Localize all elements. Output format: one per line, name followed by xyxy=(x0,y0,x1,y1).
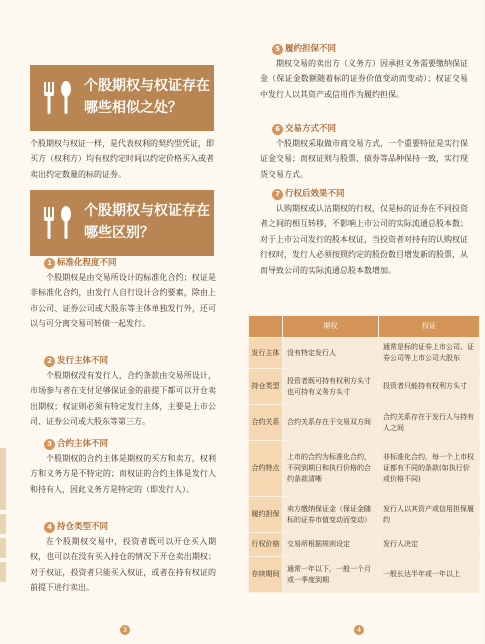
table-header-cell xyxy=(249,316,283,338)
table-header-cell: 期权 xyxy=(283,316,379,338)
number-badge: 1 xyxy=(44,258,55,269)
table-cell: 合约关系存在于交易双方间 xyxy=(283,405,379,441)
subheading-position-type xyxy=(44,521,108,533)
section-banner-differences xyxy=(30,190,214,256)
section-text: 在个股期权交易中，投资者既可以开仓买入期权，也可以在没有买入持仓的情况下开仓卖出期权；对于权证，投资者只能买入权证，或者在持有权证的前提下进行卖出。 xyxy=(30,537,216,593)
page-edge-tab xyxy=(0,562,6,582)
table-row xyxy=(249,557,480,593)
table-cell: 通常是标的证券上市公司、证券公司等上市公司大股东 xyxy=(379,338,480,369)
subheading-text: 持仓类型不同 xyxy=(57,522,109,532)
table-row xyxy=(249,369,480,405)
subheading-standardization xyxy=(44,257,117,269)
number-badge: 4 xyxy=(44,522,55,533)
page-number: 3 xyxy=(120,625,130,635)
section-text: 个股期权采取做市商交易方式，一个重要特征是实行保证金交易；而权证则与股票、债券等品种保持一致，实行现货交易方式。 xyxy=(260,139,468,179)
page-number: 4 xyxy=(354,625,364,635)
section-banner-similarities xyxy=(30,65,214,131)
section-text: 期权交易的卖出方（义务方）因承担义务需要缴纳保证金（保证金数额随着标的证券价值变动而变动）；权证交易中发行人以其资产或信用作为履约担保。 xyxy=(260,59,468,99)
subheading-trading-method xyxy=(272,123,336,135)
table-row xyxy=(249,405,480,441)
subheading-performance-guarantee xyxy=(272,43,336,55)
section-text: 认购期权或认沽期权的行权，仅是标的证券在不同投资者之间的相互转移，不影响上市公司的实际流通总股本数；对于上市公司发行的股本权证，当投资者对持有的认购权证行权时，发行人必须按照约定的股份数目增发新的股票，从而导致公司的实际流通总股本数增加。 xyxy=(260,204,468,275)
similarity-paragraph: 个股期权与权证一样，是代表权利的契约型凭证，即买方（权利方）均有权约定时间以约定价格买入或者卖出约定数量的标的证券。 xyxy=(30,139,214,179)
right-page xyxy=(242,0,484,644)
table-cell: 投资者只能持有权利方头寸 xyxy=(379,369,480,405)
table-cell: 一般长达半年或一年以上 xyxy=(379,557,480,593)
page-edge-tab xyxy=(0,514,6,534)
subheading-issuer xyxy=(44,355,108,367)
section-text: 个股期权是由交易所设计的标准化合约；权证是非标准化合约，由发行人自行设计合约要素，除由上市公司、证券公司或大股东等主体单独发行外，还可以与可分离交易可转债一起发行。 xyxy=(30,273,216,329)
banner-title: 个股期权与权证存在哪些相似之处？ xyxy=(84,78,210,116)
table-cell: 投资者既可持有权利方头寸也可持有义务方头寸 xyxy=(283,369,379,405)
number-badge: 2 xyxy=(44,356,55,367)
row-header: 合约特点 xyxy=(249,441,283,497)
section-text: 个股期权没有发行人，合约条款由交易所设计，市场参与者在支付足够保证金的前提下都可以开仓卖出期权；权证则必须有特定发行主体，主要是上市公司、证券公司或大股东等第三方。 xyxy=(30,371,216,427)
row-header: 履约担保 xyxy=(249,497,283,533)
subheading-text: 发行主体不同 xyxy=(57,356,109,366)
banner-title: 个股期权与权证存在哪些区别？ xyxy=(84,203,210,241)
table-header-row xyxy=(249,316,480,338)
subheading-contract-parties xyxy=(44,438,108,450)
fork-spoon-icon xyxy=(38,78,78,118)
table-row xyxy=(249,497,480,533)
page-edge-tab xyxy=(0,448,6,510)
subheading-text: 行权后效果不同 xyxy=(285,189,345,199)
table-row xyxy=(249,533,480,557)
subheading-text: 合约主体不同 xyxy=(57,439,109,449)
subheading-text: 交易方式不同 xyxy=(285,124,337,134)
number-badge: 7 xyxy=(272,189,283,200)
page-edge-tab xyxy=(0,538,6,558)
table-cell: 交易所根据规则设定 xyxy=(283,533,379,557)
row-header: 发行主体 xyxy=(249,338,283,369)
row-header: 存续期间 xyxy=(249,557,283,593)
subheading-exercise-effect xyxy=(272,188,345,200)
row-header: 合约关系 xyxy=(249,405,283,441)
table-cell: 没有特定发行人 xyxy=(283,338,379,369)
number-badge: 5 xyxy=(272,44,283,55)
table-cell: 上市的合约为标准化合约，不同到期日和执行价格的合约条款清晰 xyxy=(283,441,379,497)
row-header: 行权价格 xyxy=(249,533,283,557)
number-badge: 6 xyxy=(272,124,283,135)
fork-spoon-icon xyxy=(38,203,78,243)
table-row xyxy=(249,441,480,497)
table-header-cell: 权证 xyxy=(379,316,480,338)
number-badge: 3 xyxy=(44,439,55,450)
table-cell: 合约关系存在于发行人与持有人之间 xyxy=(379,405,480,441)
table-cell: 卖方缴纳保证金（保证金随标的证券市值变动而变动） xyxy=(283,497,379,533)
row-header: 持仓类型 xyxy=(249,369,283,405)
table-cell: 发行人以其资产或信用担保履约 xyxy=(379,497,480,533)
subheading-text: 履约担保不同 xyxy=(285,44,337,54)
section-text: 个股期权的合约主体是期权的买方和卖方，权利方和义务方是不特定的；而权证的合约主体是发行人和持有人，因此义务方是特定的（即发行人）。 xyxy=(30,454,216,494)
left-page xyxy=(0,0,242,644)
table-cell: 非标准化合约，每一个上市权证都有不同的条款(如执行价或价格不同) xyxy=(379,441,480,497)
subheading-text: 标准化程度不同 xyxy=(57,258,117,268)
table-cell: 发行人决定 xyxy=(379,533,480,557)
comparison-table xyxy=(248,315,480,593)
table-cell: 通常一年以下，一般一个月或一季度到期 xyxy=(283,557,379,593)
table-row xyxy=(249,338,480,369)
